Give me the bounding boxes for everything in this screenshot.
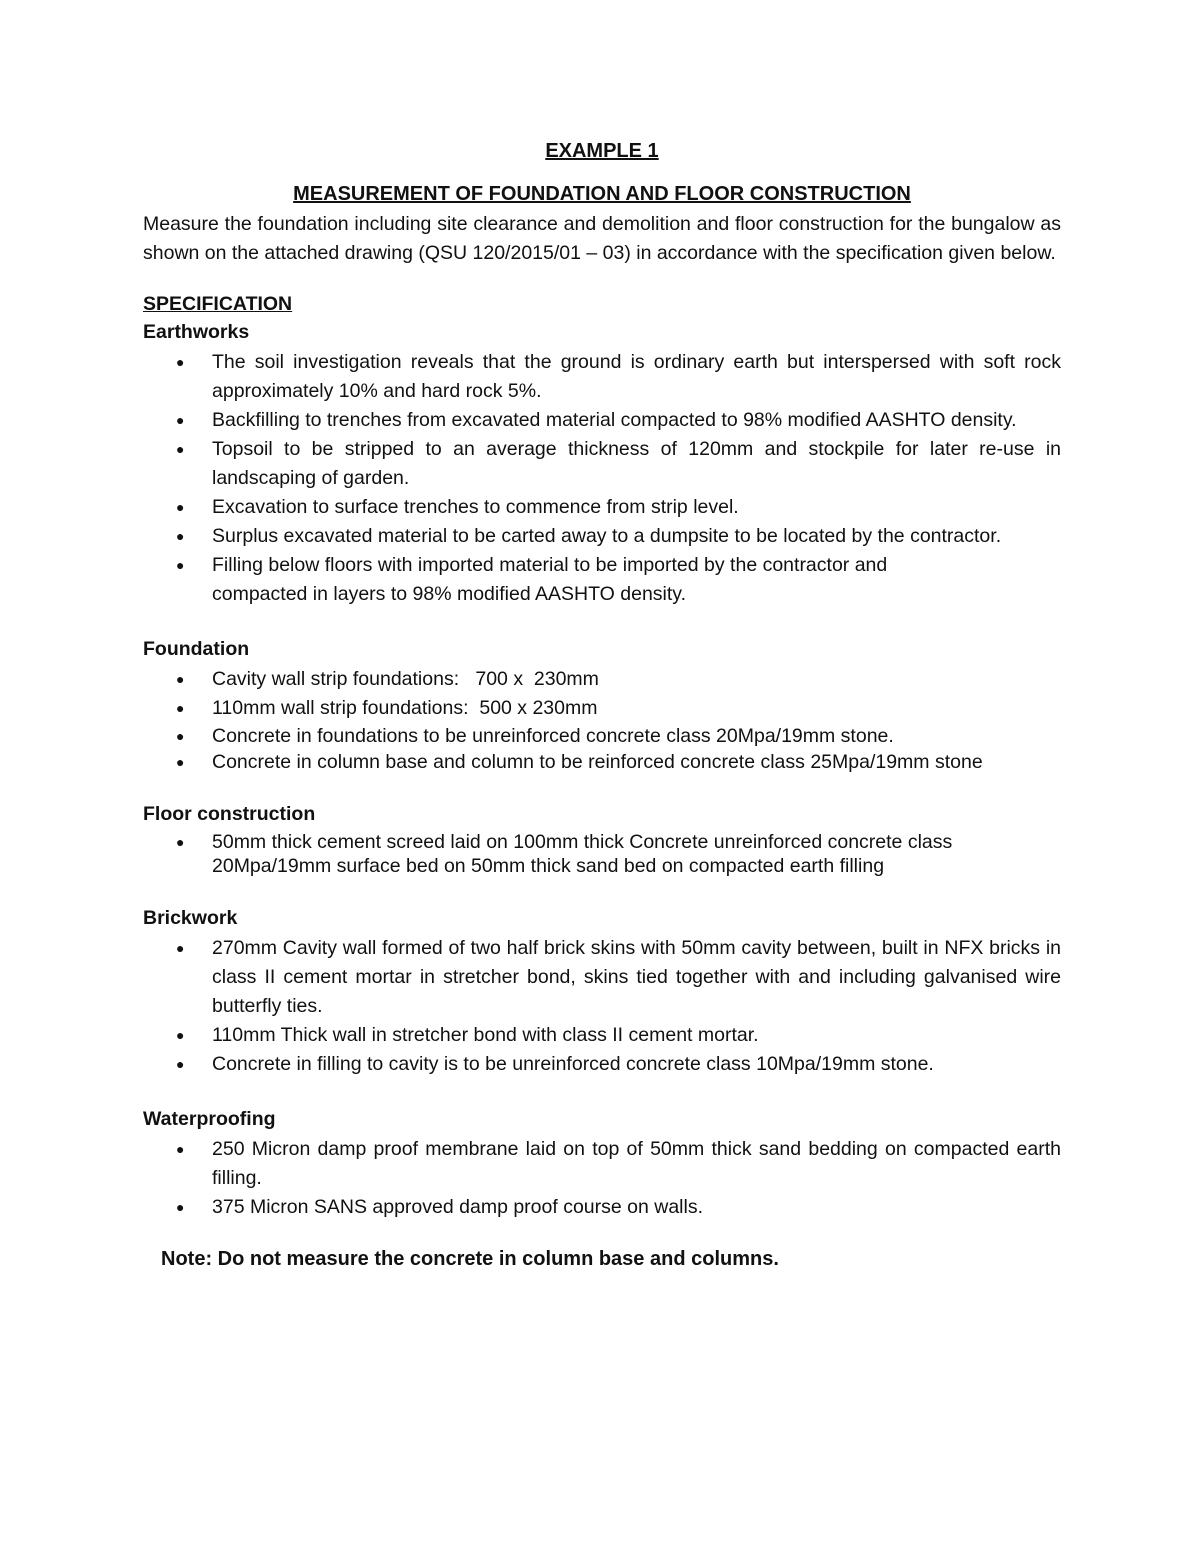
list-item: ● 375 Micron SANS approved damp proof course on walls. [143, 1193, 1061, 1222]
note-text: Note: Do not measure the concrete in column base and columns. [161, 1248, 779, 1270]
list-item: ● Filling below floors with imported material to be imported by the contractor and compacted in layers to 98% modified AASHTO density. [143, 551, 1061, 609]
document-page [143, 140, 1061, 1271]
bullet-icon: ● [176, 412, 185, 428]
bullet-icon: ● [176, 671, 185, 687]
list-item: ● Concrete in column base and column to be reinforced concrete class 25Mpa/19mm stone [176, 751, 983, 773]
list-item: ● Topsoil to be stripped to an average thickness of 120mm and stockpile for later re-use in landscaping of garden. [143, 435, 1061, 493]
bullet-icon: ● [176, 1056, 185, 1072]
bullet-icon: ● [176, 728, 185, 744]
bullet-icon: ● [176, 528, 185, 544]
list-item: ● 110mm Thick wall in stretcher bond with class II cement mortar. [143, 1021, 1061, 1050]
bullet-icon: ● [176, 940, 185, 956]
list-item: ● Concrete in foundations to be unreinforced concrete class 20Mpa/19mm stone. [143, 723, 1061, 750]
list-item: ● 270mm Cavity wall formed of two half brick skins with 50mm cavity between, built in NFX bricks in class II cement mortar in stretcher bond, skins tied together with and including galvanised wire butterfly ties. [143, 934, 1061, 1021]
page-subtitle: MEASUREMENT OF FOUNDATION AND FLOOR CONSTRUCTION [293, 183, 911, 205]
list-item: ● Cavity wall strip foundations: 700 x 230mm [143, 665, 1061, 694]
list-item: ● Backfilling to trenches from excavated material compacted to 98% modified AASHTO density. [143, 406, 1061, 435]
waterproofing-list [143, 1135, 1061, 1222]
bullet-icon: ● [176, 1027, 185, 1043]
floor-construction-heading: Floor construction [143, 803, 316, 825]
floor-construction-list [143, 830, 1061, 878]
list-item: ● Surplus excavated material to be carted away to a dumpsite to be located by the contractor. [143, 522, 1061, 551]
bullet-icon: ● [176, 834, 185, 850]
list-item: ● Excavation to surface trenches to commence from strip level. [143, 493, 1061, 522]
brickwork-list [143, 934, 1061, 1079]
specification-heading: SPECIFICATION [143, 293, 293, 315]
bullet-icon: ● [176, 499, 185, 515]
bullet-icon: ● [176, 557, 185, 573]
bullet-icon: ● [176, 1199, 185, 1215]
foundation-heading: Foundation [143, 638, 250, 660]
bullet-icon: ● [176, 441, 185, 457]
bullet-icon: ● [176, 1141, 185, 1157]
list-item: ● The soil investigation reveals that the ground is ordinary earth but interspersed with soft rock approximately 10% and hard rock 5%. [143, 348, 1061, 406]
list-item: ● 110mm wall strip foundations: 500 x 230mm [143, 694, 1061, 723]
page-title: EXAMPLE 1 [545, 140, 659, 162]
earthworks-heading: Earthworks [143, 321, 250, 343]
earthworks-list [143, 348, 1061, 609]
brickwork-heading: Brickwork [143, 907, 238, 929]
waterproofing-heading: Waterproofing [143, 1108, 276, 1130]
intro-paragraph: Measure the foundation including site clearance and demolition and floor construction for the bungalow as shown on the attached drawing (QSU 120/2015/01 – 03) in accordance with the specification given below. [143, 213, 1061, 264]
bullet-icon: ● [176, 354, 185, 370]
list-item: ● Concrete in filling to cavity is to be unreinforced concrete class 10Mpa/19mm stone. [143, 1050, 1061, 1079]
bullet-icon: ● [176, 754, 185, 770]
foundation-list [143, 665, 1061, 774]
list-item: ● 250 Micron damp proof membrane laid on top of 50mm thick sand bedding on compacted earth filling. [143, 1135, 1061, 1193]
list-item: ● 50mm thick cement screed laid on 100mm thick Concrete unreinforced concrete class 20Mpa/19mm surface bed on 50mm thick sand bed on compacted earth filling [176, 831, 953, 877]
bullet-icon: ● [176, 700, 185, 716]
